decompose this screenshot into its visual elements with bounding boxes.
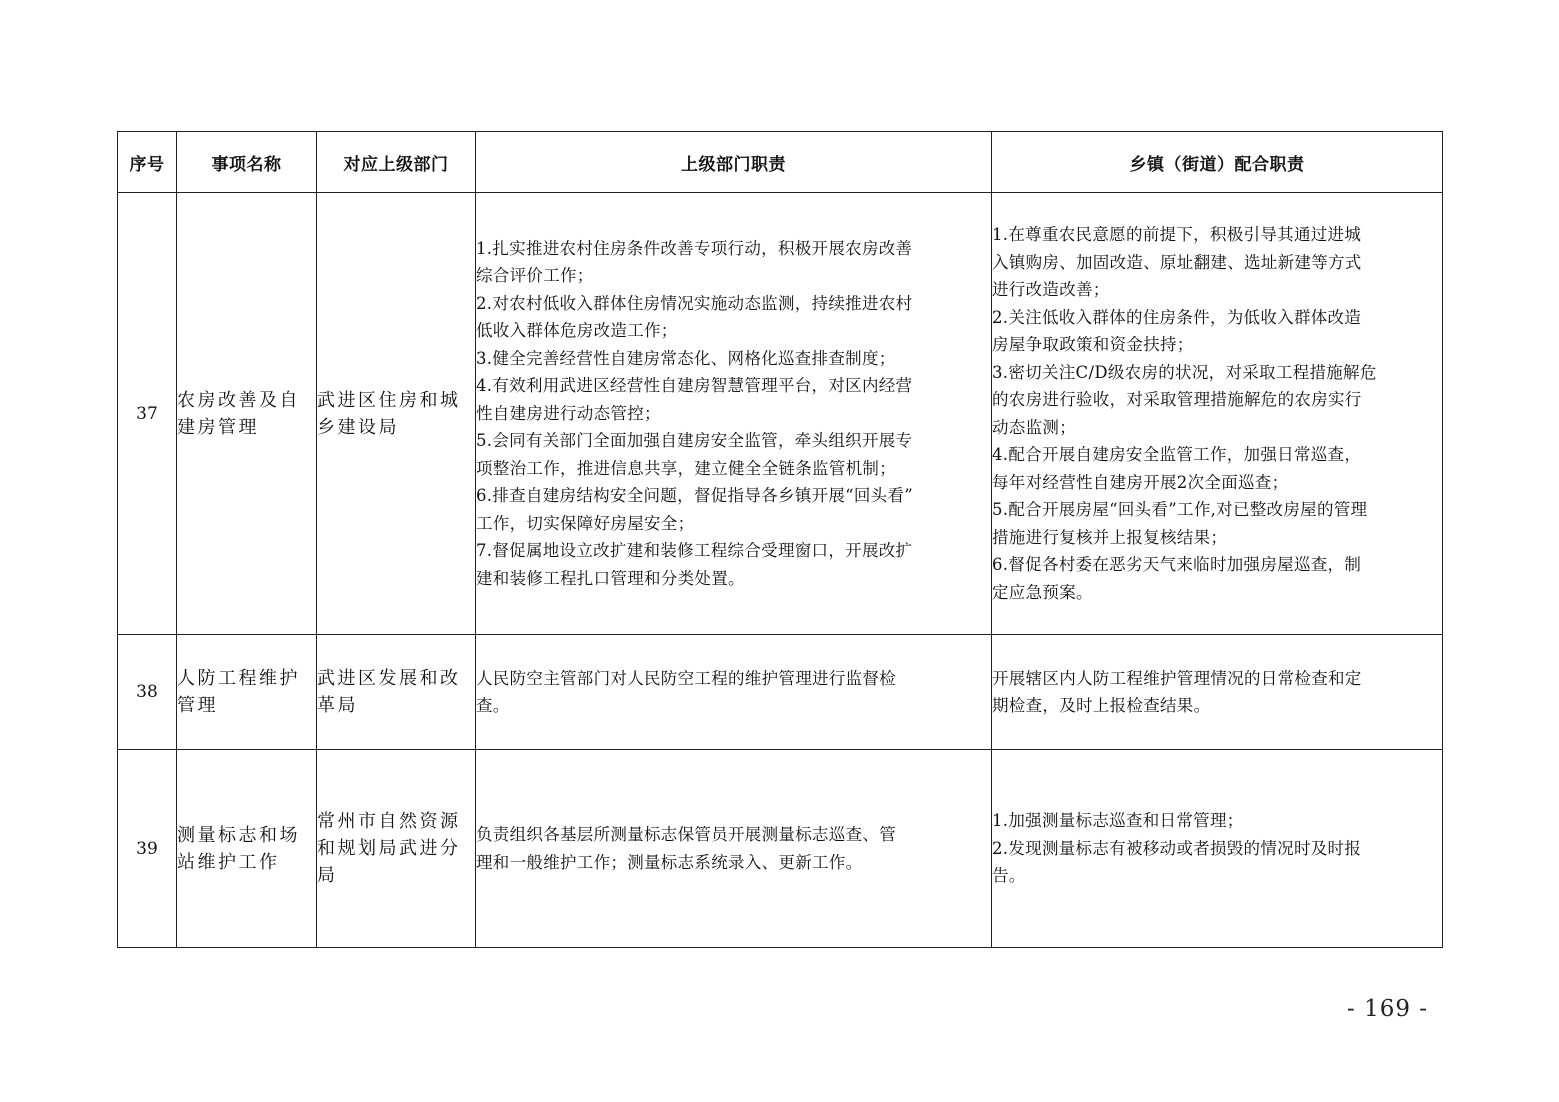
- text-line: 5.会同有关部门全面加强自建房安全监管，牵头组织开展专: [476, 431, 913, 451]
- text-line: 测量标志和场: [177, 824, 300, 846]
- text-line: 2.对农村低收入群体住房情况实施动态监测，持续推进农村: [476, 293, 913, 313]
- duty-table: [117, 131, 1443, 948]
- cell-seq: 38: [118, 635, 177, 750]
- cell-seq: 39: [118, 750, 177, 948]
- text-line: 进行改造改善；: [992, 280, 1110, 299]
- text-line: 人民防空主管部门对人民防空工程的维护管理进行监督检: [476, 668, 896, 688]
- text-line: 低收入群体危房改造工作；: [476, 321, 678, 341]
- text-line: 开展辖区内人防工程维护管理情况的日常检查和定: [992, 668, 1362, 688]
- text-line: 性自建房进行动态管控；: [476, 403, 661, 423]
- text-line: 常州市自然资源: [317, 811, 461, 832]
- cell-town-duty: [992, 635, 1443, 750]
- text-line: 负责组织各基层所测量标志保管员开展测量标志巡查、管: [476, 825, 896, 844]
- text-line: 局: [317, 865, 338, 886]
- text-line: 革局: [317, 695, 358, 716]
- text-line: 告。: [992, 866, 1026, 886]
- table-row: [118, 750, 1443, 948]
- text-line: 6.排查自建房结构安全问题，督促指导各乡镇开展“回头看”: [476, 486, 914, 506]
- cell-item-name: [177, 193, 317, 635]
- text-line: 4.配合开展自建房安全监管工作，加强日常巡查，: [992, 445, 1362, 464]
- cell-superior-duty: [476, 193, 992, 635]
- cell-superior-duty: [476, 750, 992, 948]
- text-line: 4.有效利用武进区经营性自建房智慧管理平台，对区内经营: [476, 376, 913, 396]
- text-line: 入镇购房、加固改造、原址翻建、选址新建等方式: [992, 252, 1362, 272]
- cell-superior-duty: [476, 635, 992, 750]
- header-dept: 对应上级部门: [317, 132, 476, 193]
- text-line: 3.密切关注C/D级农房的状况，对采取工程措施解危: [992, 362, 1377, 382]
- text-line: 和规划局武进分: [317, 838, 461, 859]
- text-line: 建和装修工程扎口管理和分类处置。: [476, 568, 745, 588]
- text-line: 3.健全完善经营性自建房常态化、网格化巡查排查制度；: [476, 348, 896, 368]
- text-line: 项整治工作，推进信息共享，建立健全全链条监管机制；: [476, 458, 896, 478]
- text-line: 站维护工作: [177, 851, 280, 873]
- header-town-duty: 乡镇（街道）配合职责: [992, 132, 1443, 193]
- header-item-name: 事项名称: [177, 132, 317, 193]
- text-line: 2.发现测量标志有被移动或者损毁的情况时及时报: [992, 838, 1362, 858]
- text-line: 工作，切实保障好房屋安全；: [476, 513, 695, 533]
- text-line: 1.加强测量标志巡查和日常管理；: [992, 811, 1244, 831]
- text-line: 5.配合开展房屋“回头看”工作,对已整改房屋的管理: [992, 500, 1368, 519]
- table-row: [118, 193, 1443, 635]
- text-line: 综合评价工作；: [476, 266, 594, 286]
- cell-dept: [317, 193, 476, 635]
- text-line: 2.关注低收入群体的住房条件，为低收入群体改造: [992, 307, 1362, 327]
- cell-item-name: [177, 635, 317, 750]
- text-line: 理和一般维护工作；测量标志系统录入、更新工作。: [476, 852, 863, 872]
- text-line: 武进区住房和城: [317, 389, 461, 411]
- text-line: 1.在尊重农民意愿的前提下，积极引导其通过进城: [992, 225, 1362, 244]
- text-line: 查。: [476, 696, 510, 715]
- text-line: 人防工程维护: [177, 668, 300, 689]
- cell-dept: [317, 635, 476, 750]
- cell-dept: [317, 750, 476, 948]
- text-line: 农房改善及自: [177, 389, 300, 411]
- header-superior-duty: 上级部门职责: [476, 132, 992, 193]
- cell-town-duty: [992, 193, 1443, 635]
- cell-seq: 37: [118, 193, 177, 635]
- text-line: 的农房进行验收，对采取管理措施解危的农房实行: [992, 390, 1362, 409]
- text-line: 期检查，及时上报检查结果。: [992, 696, 1211, 715]
- table-header-row: [118, 132, 1443, 193]
- table-row: [118, 635, 1443, 750]
- cell-town-duty: [992, 750, 1443, 948]
- text-line: 管理: [177, 695, 218, 716]
- cell-item-name: [177, 750, 317, 948]
- header-seq: 序号: [118, 132, 177, 193]
- text-line: 措施进行复核并上报复核结果；: [992, 527, 1228, 547]
- text-line: 每年对经营性自建房开展2次全面巡查；: [992, 472, 1289, 492]
- text-line: 7.督促属地设立改扩建和装修工程综合受理窗口，开展改扩: [476, 541, 913, 561]
- text-line: 动态监测；: [992, 417, 1076, 437]
- text-line: 1.扎实推进农村住房条件改善专项行动，积极开展农房改善: [476, 238, 913, 258]
- text-line: 武进区发展和改: [317, 668, 461, 689]
- text-line: 定应急预案。: [992, 582, 1093, 602]
- text-line: 房屋争取政策和资金扶持；: [992, 335, 1194, 354]
- page-number: - 169 -: [1347, 996, 1429, 1022]
- text-line: 乡建设局: [317, 416, 399, 438]
- text-line: 6.督促各村委在恶劣天气来临时加强房屋巡查，制: [992, 555, 1362, 574]
- text-line: 建房管理: [177, 416, 259, 438]
